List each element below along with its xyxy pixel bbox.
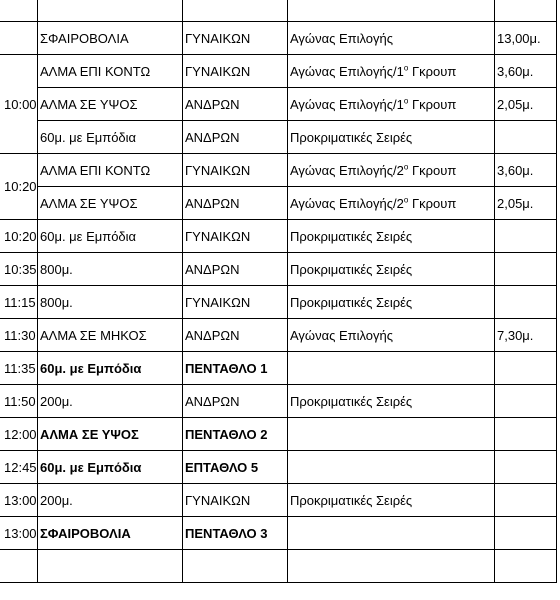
phase-cell (288, 319, 495, 352)
table-row (0, 0, 557, 22)
phase-cell (288, 451, 495, 484)
table-row (0, 319, 557, 352)
phase-text: Αγώνας Επιλογής/2 (290, 195, 404, 211)
time-cell: 10:00 (0, 55, 38, 154)
qualifying-mark-cell (495, 286, 557, 319)
phase-text: Προκριματικές Σειρές (290, 294, 413, 310)
phase-cell (288, 484, 495, 517)
table-row (0, 121, 557, 154)
qualifying-mark-cell (495, 418, 557, 451)
category-cell: ΑΝΔΡΩΝ (183, 187, 288, 220)
event-cell: ΣΦΑΙΡΟΒΟΛΙΑ (38, 22, 183, 55)
time-cell: 13:00 (0, 484, 38, 517)
phase-cell (288, 0, 495, 22)
time-cell: 11:30 (0, 319, 38, 352)
category-cell: ΑΝΔΡΩΝ (183, 121, 288, 154)
phase-cell (288, 22, 495, 55)
phase-text: Αγώνας Επιλογής/1 (290, 63, 404, 79)
qualifying-mark-cell: 2,05μ. (495, 88, 557, 121)
table-row (0, 352, 557, 385)
qualifying-mark-cell (495, 484, 557, 517)
table-row (0, 154, 557, 187)
qualifying-mark-cell (495, 352, 557, 385)
category-cell: ΑΝΔΡΩΝ (183, 319, 288, 352)
phase-text: Προκριματικές Σειρές (290, 228, 413, 244)
event-cell: 800μ. (38, 253, 183, 286)
table-row (0, 517, 557, 550)
qualifying-mark-cell (495, 385, 557, 418)
time-cell: 10:35 (0, 253, 38, 286)
event-cell (38, 0, 183, 22)
table-row (0, 253, 557, 286)
table-row (0, 55, 557, 88)
time-cell (0, 0, 38, 22)
phase-cell (288, 385, 495, 418)
category-cell: ΑΝΔΡΩΝ (183, 385, 288, 418)
phase-ordinal: ο (403, 96, 409, 106)
event-cell: ΑΛΜΑ ΣΕ ΥΨΟΣ (38, 187, 183, 220)
event-cell: 200μ. (38, 385, 183, 418)
phase-text: Προκριματικές Σειρές (290, 129, 413, 145)
phase-ordinal: ο (403, 162, 409, 172)
event-cell: ΑΛΜΑ ΣΕ ΥΨΟΣ (38, 88, 183, 121)
phase-cell (288, 418, 495, 451)
phase-text: Προκριματικές Σειρές (290, 261, 413, 277)
category-cell: ΓΥΝΑΙΚΩΝ (183, 220, 288, 253)
table-row (0, 550, 557, 583)
qualifying-mark-cell: 7,30μ. (495, 319, 557, 352)
qualifying-mark-cell: 13,00μ. (495, 22, 557, 55)
qualifying-mark-cell (495, 121, 557, 154)
phase-group: Γκρουπ (408, 63, 457, 79)
phase-cell (288, 550, 495, 583)
table-row (0, 88, 557, 121)
table-row (0, 385, 557, 418)
time-cell (0, 22, 38, 55)
table-row (0, 220, 557, 253)
event-cell: 60μ. με Εμπόδια (38, 352, 183, 385)
event-cell: 800μ. (38, 286, 183, 319)
qualifying-mark-cell (495, 0, 557, 22)
category-cell: ΠΕΝΤΑΘΛΟ 1 (183, 352, 288, 385)
phase-cell (288, 352, 495, 385)
time-cell: 12:45 (0, 451, 38, 484)
phase-group: Γκρουπ (408, 195, 457, 211)
qualifying-mark-cell (495, 220, 557, 253)
phase-group: Γκρουπ (408, 162, 457, 178)
phase-text: Προκριματικές Σειρές (290, 393, 413, 409)
event-cell: 60μ. με Εμπόδια (38, 121, 183, 154)
time-cell: 10:20 (0, 154, 38, 220)
category-cell (183, 0, 288, 22)
phase-cell (288, 220, 495, 253)
category-cell: ΓΥΝΑΙΚΩΝ (183, 22, 288, 55)
event-cell (38, 550, 183, 583)
category-cell: ΓΥΝΑΙΚΩΝ (183, 154, 288, 187)
table-row (0, 418, 557, 451)
phase-ordinal: ο (403, 195, 409, 205)
time-cell (0, 550, 38, 583)
category-cell: ΓΥΝΑΙΚΩΝ (183, 286, 288, 319)
time-cell: 13:00 (0, 517, 38, 550)
event-cell: ΑΛΜΑ ΕΠΙ ΚΟΝΤΩ (38, 154, 183, 187)
phase-text: Αγώνας Επιλογής/1 (290, 96, 404, 112)
category-cell: ΑΝΔΡΩΝ (183, 253, 288, 286)
time-cell: 11:15 (0, 286, 38, 319)
category-cell: ΓΥΝΑΙΚΩΝ (183, 55, 288, 88)
table-row (0, 22, 557, 55)
qualifying-mark-cell (495, 550, 557, 583)
qualifying-mark-cell (495, 517, 557, 550)
phase-cell (288, 88, 495, 121)
phase-cell (288, 253, 495, 286)
category-cell (183, 550, 288, 583)
event-cell: ΑΛΜΑ ΣΕ ΥΨΟΣ (38, 418, 183, 451)
event-cell: ΑΛΜΑ ΕΠΙ ΚΟΝΤΩ (38, 55, 183, 88)
time-cell: 11:35 (0, 352, 38, 385)
category-cell: ΑΝΔΡΩΝ (183, 88, 288, 121)
event-cell: 60μ. με Εμπόδια (38, 220, 183, 253)
event-cell: 60μ. με Εμπόδια (38, 451, 183, 484)
category-cell: ΓΥΝΑΙΚΩΝ (183, 484, 288, 517)
phase-group: Γκρουπ (408, 96, 457, 112)
event-cell: ΣΦΑΙΡΟΒΟΛΙΑ (38, 517, 183, 550)
phase-cell (288, 517, 495, 550)
qualifying-mark-cell: 3,60μ. (495, 154, 557, 187)
qualifying-mark-cell (495, 253, 557, 286)
phase-text: Αγώνας Επιλογής (290, 327, 394, 343)
phase-text: Αγώνας Επιλογής (290, 30, 394, 46)
qualifying-mark-cell: 2,05μ. (495, 187, 557, 220)
phase-ordinal: ο (403, 63, 409, 73)
category-cell: ΠΕΝΤΑΘΛΟ 3 (183, 517, 288, 550)
table-row (0, 286, 557, 319)
phase-text: Αγώνας Επιλογής/2 (290, 162, 404, 178)
table-row (0, 484, 557, 517)
phase-cell (288, 154, 495, 187)
time-cell: 11:50 (0, 385, 38, 418)
phase-cell (288, 55, 495, 88)
phase-text: Προκριματικές Σειρές (290, 492, 413, 508)
phase-cell (288, 187, 495, 220)
time-cell: 10:20 (0, 220, 38, 253)
event-cell: 200μ. (38, 484, 183, 517)
table-row (0, 187, 557, 220)
phase-cell (288, 121, 495, 154)
event-cell: ΑΛΜΑ ΣΕ ΜΗΚΟΣ (38, 319, 183, 352)
time-cell: 12:00 (0, 418, 38, 451)
table-row (0, 451, 557, 484)
category-cell: ΠΕΝΤΑΘΛΟ 2 (183, 418, 288, 451)
category-cell: ΕΠΤΑΘΛΟ 5 (183, 451, 288, 484)
qualifying-mark-cell: 3,60μ. (495, 55, 557, 88)
qualifying-mark-cell (495, 451, 557, 484)
phase-cell (288, 286, 495, 319)
